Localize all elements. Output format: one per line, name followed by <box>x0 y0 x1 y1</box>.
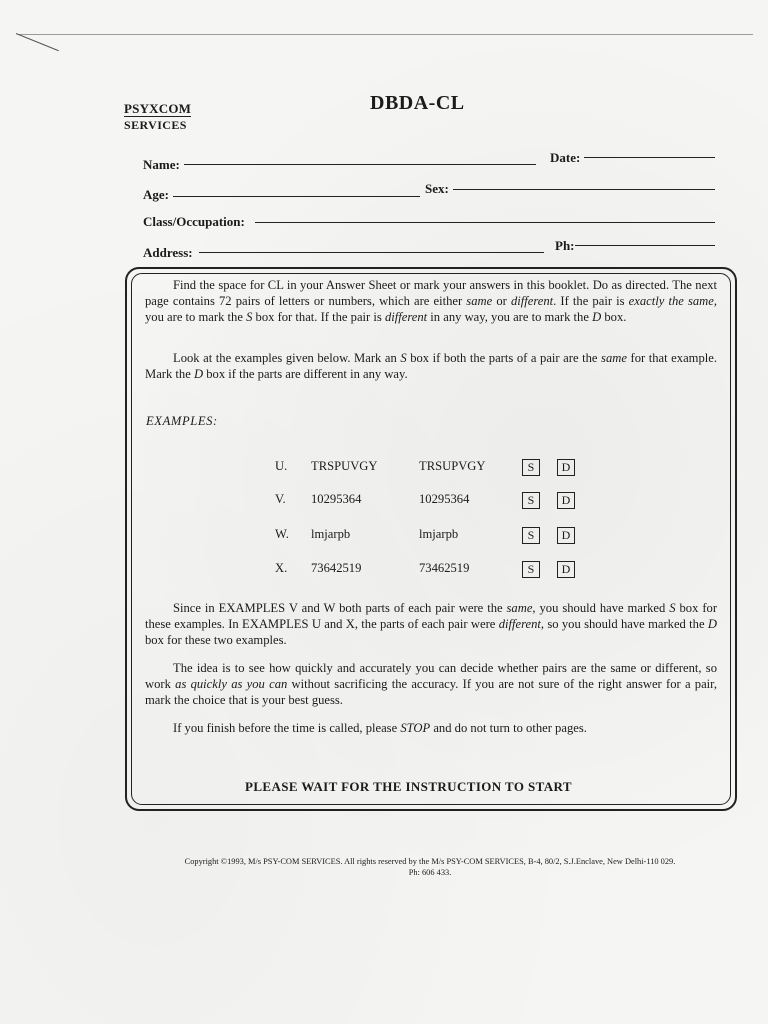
date-label: Date: <box>550 150 581 165</box>
example-item-b: TRSUPVGY <box>419 459 486 473</box>
example-letter: X. <box>275 561 288 575</box>
example-letter: U. <box>275 459 288 473</box>
class-occupation-label: Class/Occupation: <box>143 214 245 229</box>
test-title: DBDA-CL <box>370 92 465 114</box>
copyright-text: Copyright ©1993, M/s PSY-COM SERVICES. All rights reserved by the M/s PSY-COM SERVICES, B-4, 80/2, S.J.Enclave, New Delhi-110 029. <box>184 857 676 866</box>
example-item-b: 10295364 <box>419 492 470 506</box>
copyright-phone: Ph: 606 433. <box>408 868 452 877</box>
same-answer-box[interactable]: S <box>522 527 540 544</box>
age-field-line[interactable] <box>173 196 420 197</box>
explanation-paragraph-3: If you finish before the time is called, please STOP and do not turn to other pages. <box>173 721 587 735</box>
same-answer-box[interactable]: S <box>522 492 540 509</box>
age-label: Age: <box>143 187 169 202</box>
different-answer-box[interactable]: D <box>557 561 575 578</box>
example-letter: W. <box>275 527 289 541</box>
phone-field-line[interactable] <box>575 245 715 246</box>
sex-field-line[interactable] <box>453 189 715 190</box>
example-item-b: 73462519 <box>419 561 470 575</box>
same-answer-box[interactable]: S <box>522 459 540 476</box>
date-field-line[interactable] <box>584 157 715 158</box>
example-item-a: TRSPUVGY <box>311 459 378 473</box>
different-answer-box[interactable]: D <box>557 527 575 544</box>
example-item-a: lmjarpb <box>311 527 351 541</box>
explanation-paragraph-1: Since in EXAMPLES V and W both parts of each pair were the same, you should have marked S box for these examples. In EXAMPLES U and X, the parts of each pair were different, so you should have marked the D box for these two examples. <box>145 601 718 647</box>
example-row-u <box>0 459 768 479</box>
example-letter: V. <box>275 492 286 506</box>
corner-pen-mark <box>16 33 59 51</box>
address-label: Address: <box>143 245 193 260</box>
phone-label: Ph: <box>555 238 575 253</box>
wait-instruction: PLEASE WAIT FOR THE INSTRUCTION TO START <box>245 779 572 794</box>
example-row-x <box>0 561 768 581</box>
logo-mark: X <box>149 101 159 116</box>
class-occupation-field-line[interactable] <box>255 222 715 223</box>
explanation-paragraph-2: The idea is to see how quickly and accurately you can decide whether pairs are the same or different, so work as quickly as you can without sacrificing the accuracy. If you are not sure of the right answer for a pair, mark the choice that is your best guess. <box>145 661 718 707</box>
publisher-logo <box>124 101 196 131</box>
name-label: Name: <box>143 157 180 172</box>
copyright-footer <box>130 856 730 878</box>
example-item-a: 10295364 <box>311 492 362 506</box>
same-answer-box[interactable]: S <box>522 561 540 578</box>
name-field-line[interactable] <box>184 164 536 165</box>
examples-heading: EXAMPLES: <box>146 414 218 428</box>
different-answer-box[interactable]: D <box>557 459 575 476</box>
example-row-w <box>0 527 768 547</box>
different-answer-box[interactable]: D <box>557 492 575 509</box>
instruction-paragraph-1: Find the space for CL in your Answer Sheet or mark your answers in this booklet. Do as directed. The next page contains 72 pairs of letters or numbers, which are either same or different. If the pair is exactly the same, you are to mark the S box for that. If the pair is different in any way, you are to mark the D box. <box>145 278 717 324</box>
example-item-b: lmjarpb <box>419 527 459 541</box>
address-field-line[interactable] <box>199 252 544 253</box>
logo-text-services: SERVICES <box>124 118 187 132</box>
logo-text-psy: PSY <box>124 101 150 116</box>
top-edge-rule <box>18 34 753 35</box>
example-item-a: 73642519 <box>311 561 362 575</box>
example-row-v <box>0 492 768 512</box>
logo-text-com: COM <box>158 101 192 116</box>
sex-label: Sex: <box>425 181 449 196</box>
instruction-paragraph-2: Look at the examples given below. Mark an S box if both the parts of a pair are the same for that example. Mark the D box if the parts are different in any way. <box>145 351 717 381</box>
